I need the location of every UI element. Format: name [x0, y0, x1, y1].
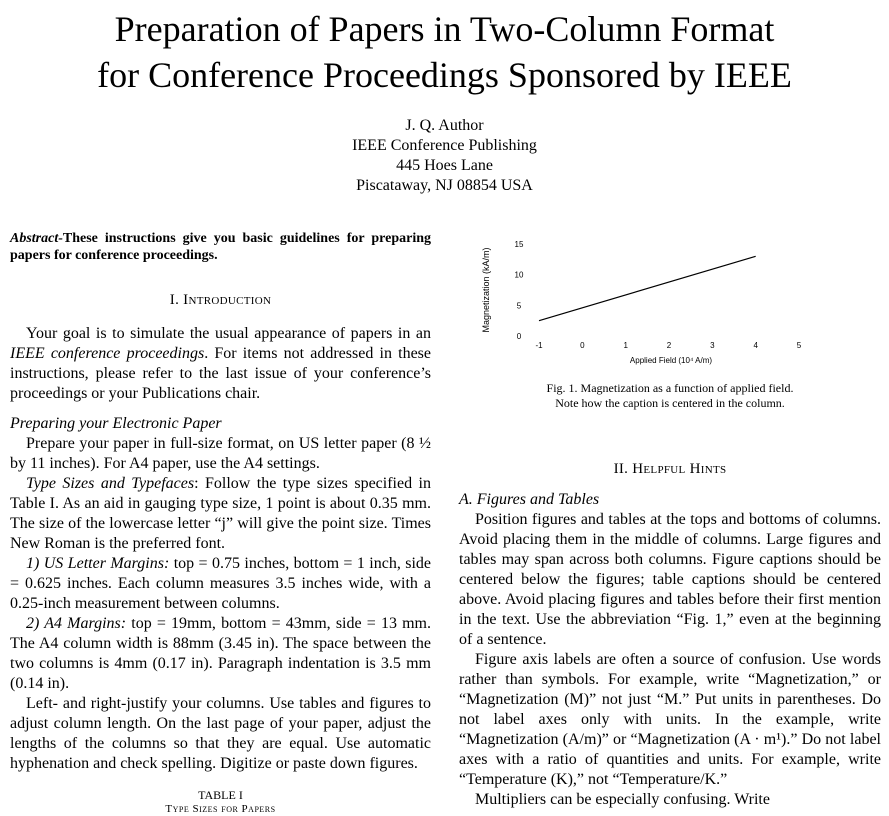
- y-tick-label: 15: [514, 240, 524, 249]
- x-tick-label: -1: [535, 341, 543, 350]
- abstract-label: Abstract-: [10, 231, 63, 246]
- right-column: [459, 224, 881, 810]
- figure-caption: [459, 381, 881, 411]
- section-heading-introduction: I. Introduction: [169, 292, 272, 308]
- y-axis-label: Magnetization (kA/m): [481, 247, 491, 333]
- x-tick-label: 3: [710, 341, 715, 350]
- title-line-2: for Conference Proceedings Sponsored by IEEE: [97, 55, 792, 95]
- x-tick-label: 4: [753, 341, 758, 350]
- figure-caption-line-1: Fig. 1. Magnetization as a function of applied field.: [546, 381, 794, 395]
- hints-paragraph-2: Figure axis labels are often a source of confusion. Use words rather than symbols. For example, write “Magnetization,” or “Magnetization (M)” not just “M.” Put units in parentheses. Do not label axes only with units. In the example, write “Magnetization (A/m)” or “Magnetization (A · m¹).” Do not label axes with a ratio of quantities and units. For example, write “Temperature (K),” not “Temperature/K.”: [459, 651, 881, 788]
- y-tick-label: 10: [514, 270, 524, 280]
- author-name: J. Q. Author: [405, 117, 484, 134]
- subheading-preparing-paper: Preparing your Electronic Paper: [10, 415, 222, 432]
- abstract: [10, 230, 431, 264]
- intro-paragraph-1: Your goal is to simulate the usual appearance of papers in an IEEE conference proceedings. For items not addressed in these instructions, please refer to the last issue of your conference’s proceedings or your Publications chair.: [10, 325, 431, 402]
- author-street: 445 Hoes Lane: [396, 157, 493, 174]
- intro-paragraph-type-sizes: Type Sizes and Typefaces: Follow the type sizes specified in Table I. As an aid in gauging type size, 1 point is about 0.35 mm. The size of the lowercase letter “j” will give the point size. Times New Roman is the preferred font.: [10, 475, 431, 552]
- hints-paragraph-3: Multipliers can be especially confusing. Write: [475, 791, 770, 808]
- subheading-figures-tables: A. Figures and Tables: [459, 491, 600, 508]
- figure-1-chart: [459, 224, 881, 374]
- x-tick-label: 1: [623, 341, 628, 350]
- y-tick-label: 0: [516, 332, 522, 341]
- x-tick-label: 5: [796, 341, 802, 350]
- intro-paragraph-justify: Left- and right-justify your columns. Use tables and figures to adjust column length. On the last page of your paper, adjust the lengths of the columns so that they are equal. Use automatic hyphenation and check spelling. Digitize or paste down figures.: [10, 695, 431, 772]
- author-city: Piscataway, NJ 08854 USA: [356, 177, 533, 194]
- table-subtitle: Type Sizes for Papers: [165, 803, 276, 815]
- x-axis-label: Applied Field (10⁴ A/m): [629, 356, 713, 365]
- y-tick-label: 5: [516, 301, 522, 311]
- abstract-text: These instructions give you basic guidelines for preparing papers for conference proceedings.: [10, 231, 431, 263]
- section-heading-helpful-hints: II. Helpful Hints: [613, 461, 727, 477]
- figure-caption-line-2: Note how the caption is centered in the column.: [555, 396, 785, 410]
- left-column: [10, 224, 431, 816]
- intro-paragraph-2: Prepare your paper in full-size format, on US letter paper (8 ½ by 11 inches). For A4 paper, use the A4 settings.: [10, 435, 431, 472]
- chart-plot-area: [481, 240, 802, 365]
- x-tick-label: 0: [580, 341, 585, 350]
- x-tick-label: 2: [666, 341, 672, 350]
- intro-paragraph-a4-margins: 2) A4 Margins: top = 19mm, bottom = 43mm, side = 13 mm. The A4 column width is 88mm (3.45 in). The space between the two columns is 4mm (0.17 in). Paragraph indentation is 3.5 mm (0.14 in).: [10, 615, 431, 692]
- series-line: [539, 256, 756, 320]
- title-line-1: Preparation of Papers in Two-Column Format: [114, 9, 775, 49]
- author-block: [0, 116, 889, 196]
- table-caption: TABLE I: [198, 788, 243, 802]
- paper-title: [0, 6, 889, 98]
- intro-paragraph-us-margins: 1) US Letter Margins: top = 0.75 inches, bottom = 1 inch, side = 0.625 inches. Each column measures 3.5 inches wide, with a 0.25-inch measurement between columns.: [10, 555, 432, 612]
- author-organization: IEEE Conference Publishing: [352, 137, 537, 154]
- hints-paragraph-1: Position figures and tables at the tops and bottoms of columns. Avoid placing them in the middle of columns. Large figures and tables may span across both columns. Figure captions should be centered below the figures; table captions should be centered above. Avoid placing figures and tables before their first mention in the text. Use the abbreviation “Fig. 1,” even at the beginning of a sentence.: [459, 511, 881, 648]
